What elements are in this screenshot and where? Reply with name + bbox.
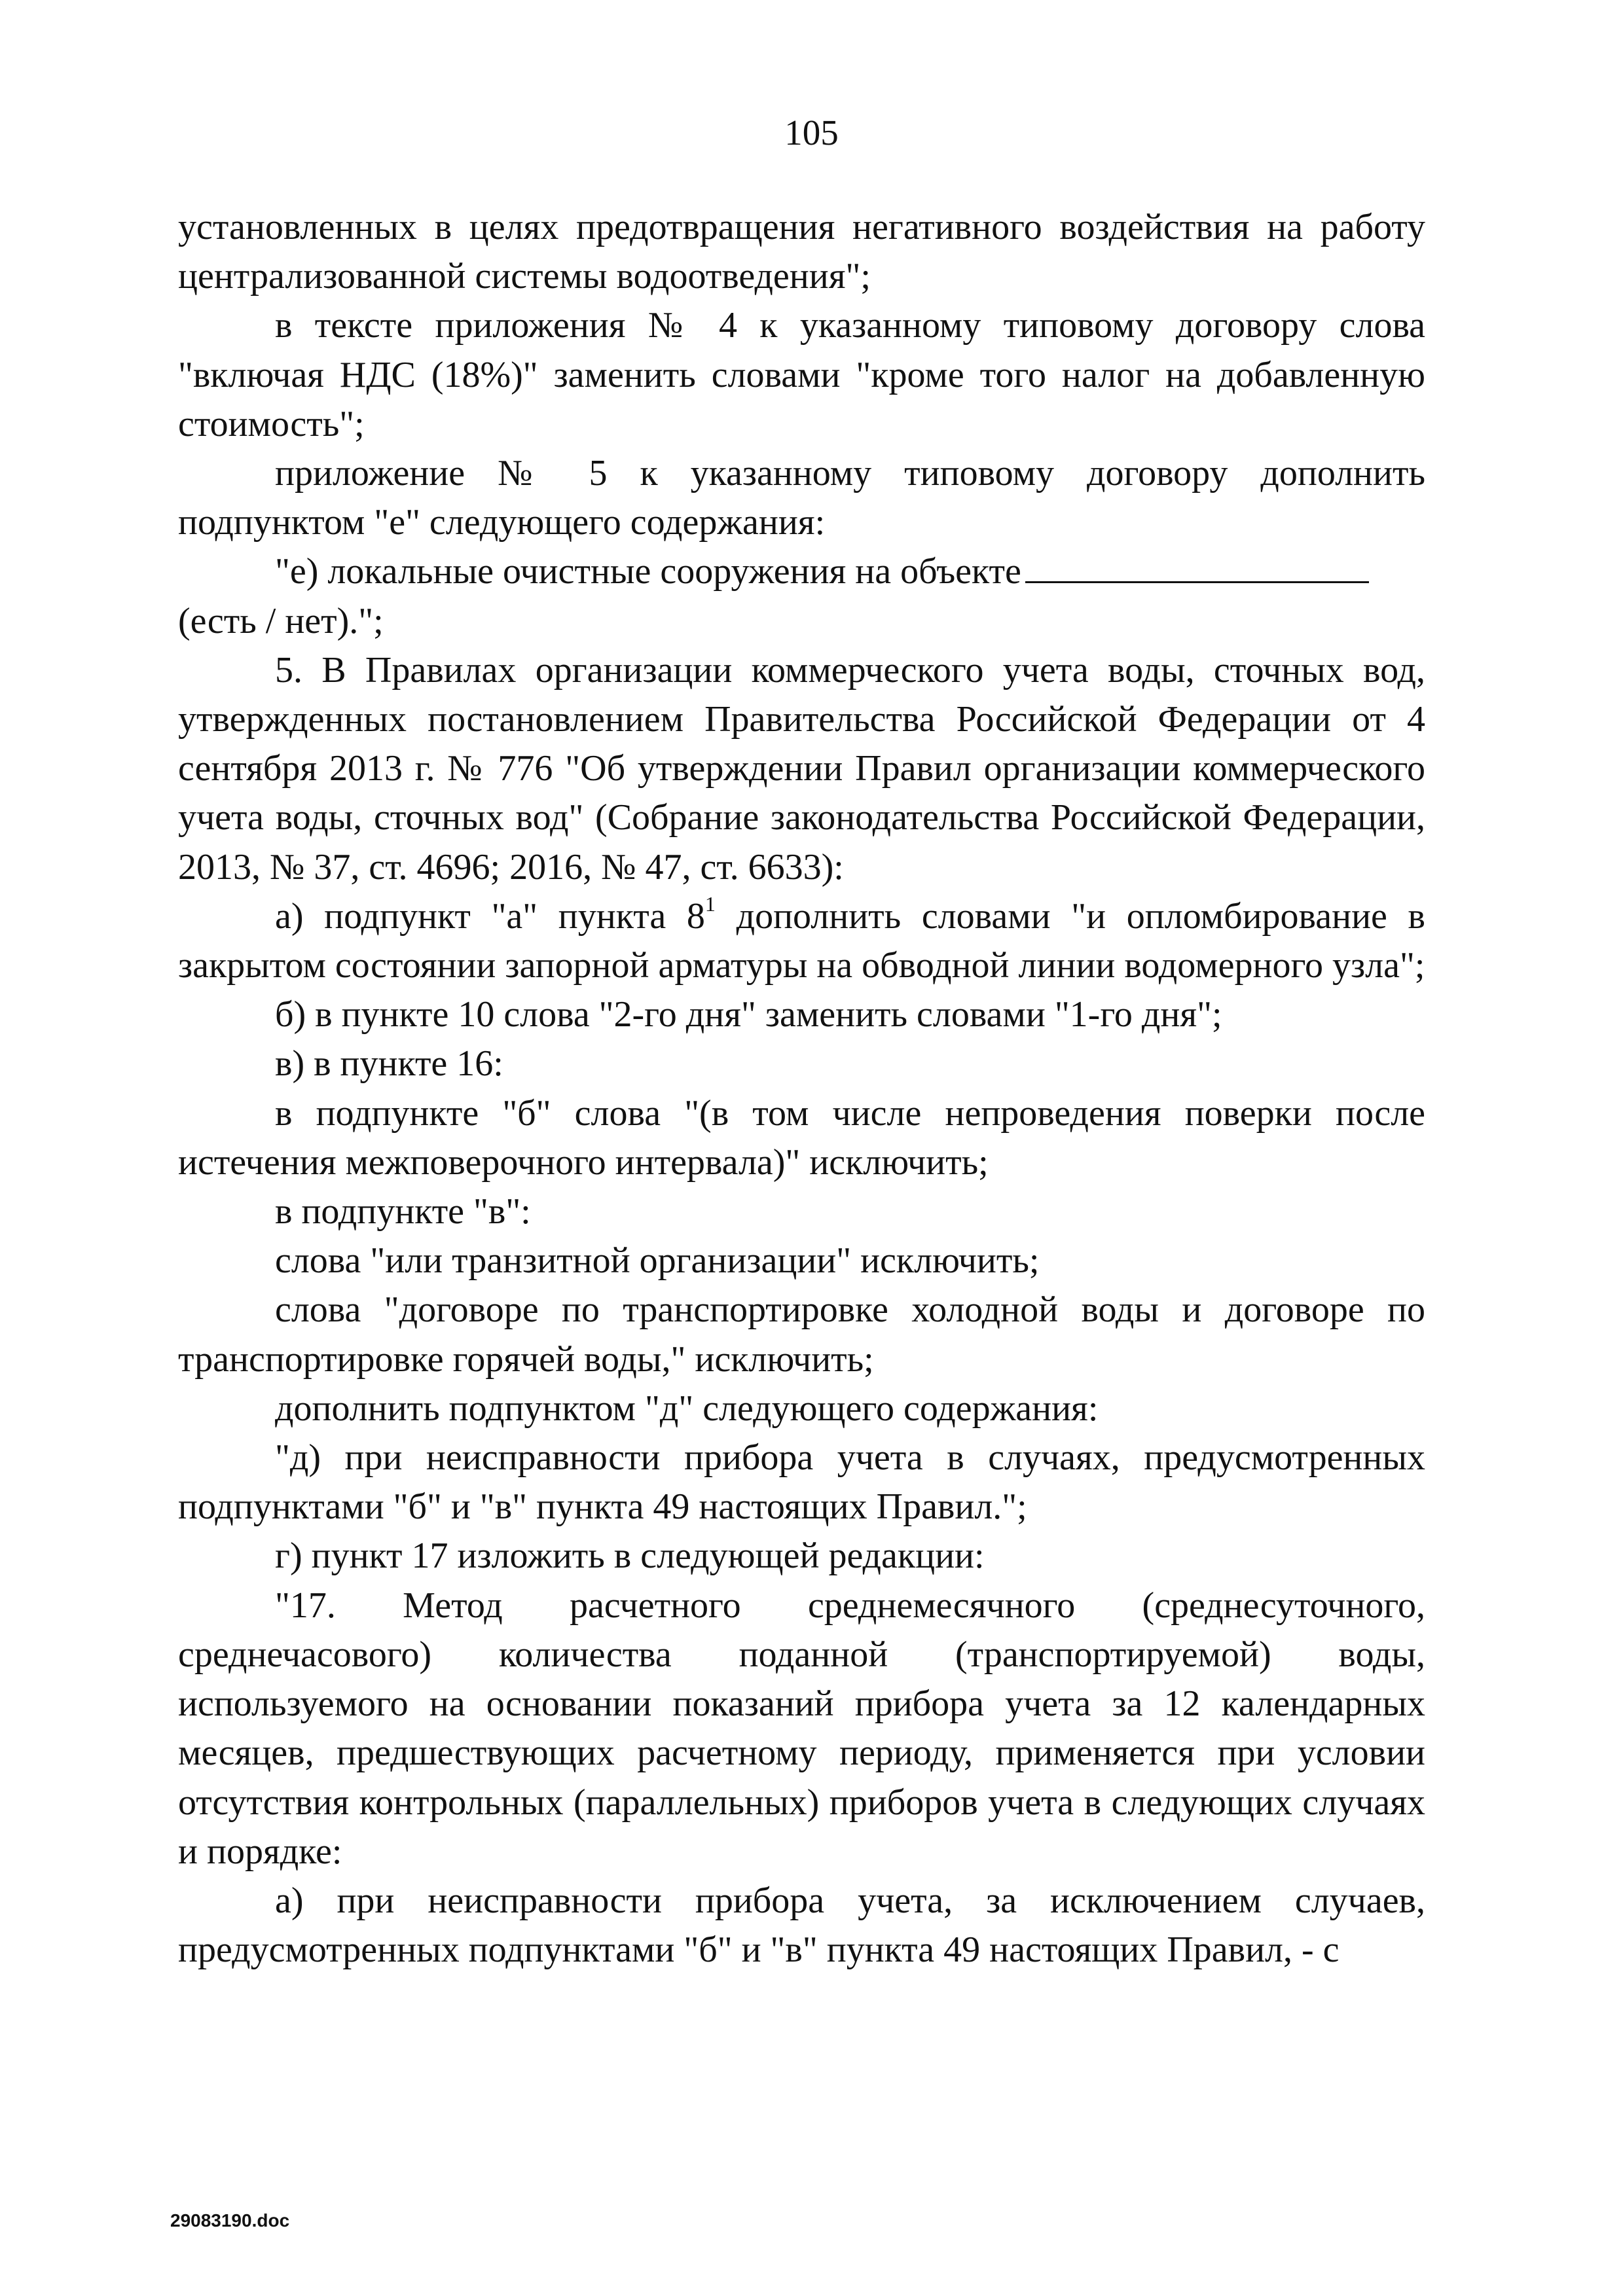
blank-field-label: "е) локальные очистные сооружения на объекте	[275, 551, 1021, 592]
paragraph-text: дополнить словами "и опломбирование в закрытом состоянии запорной арматуры на обводной линии водомерного узла";	[178, 895, 1425, 986]
paragraph: а) при неисправности прибора учета, за исключением случаев, предусмотренных подпунктами "б" и "в" пункта 49 настоящих Правил, - с	[178, 1880, 1425, 1971]
blank-fill-line	[1025, 547, 1369, 583]
paragraph: приложение № 5 к указанному типовому договору дополнить подпунктом "е" следующего содержания:	[178, 453, 1425, 543]
paragraph	[178, 892, 1425, 990]
footer-file-id: 29083190.doc	[170, 2210, 290, 2231]
paragraph: слова "или транзитной организации" исключить;	[275, 1240, 1040, 1282]
paragraph: "17. Метод расчетного среднемесячного (среднесуточного, среднечасового) количества поданной (транспортируемой) воды, используемого на основании показаний прибора учета за 12 календарных месяцев, предшествующих расчетному периоду, применяется при условии отсутствия контрольных (параллельных) приборов учета в следующих случаях и порядке:	[178, 1585, 1425, 1872]
paragraph-text: а) подпункт "а" пункта 8	[275, 895, 705, 937]
paragraph: в) в пункте 16:	[275, 1043, 503, 1085]
superscript: 1	[704, 891, 716, 916]
paragraph: (есть / нет).";	[178, 600, 384, 641]
paragraph: 5. В Правилах организации коммерческого учета воды, сточных вод, утвержденных постановлением Правительства Российской Федерации от 4 сентября 2013 г. № 776 "Об утверждении Правил организации коммерческого учета воды, сточных вод" (Собрание законодательства Российской Федерации, 2013, № 37, ст. 4696; 2016, № 47, ст. 6633):	[178, 649, 1425, 888]
paragraph-with-blank	[178, 547, 1425, 596]
paragraph: "д) при неисправности прибора учета в случаях, предусмотренных подпунктами "б" и "в" пункта 49 настоящих Правил.";	[178, 1437, 1425, 1528]
paragraph: слова "договоре по транспортировке холодной воды и договоре по транспортировке горячей воды," исключить;	[178, 1289, 1425, 1380]
paragraph: г) пункт 17 изложить в следующей редакции:	[275, 1535, 985, 1577]
document-body	[178, 203, 1425, 1975]
paragraph: в подпункте "в":	[275, 1191, 531, 1232]
paragraph: установленных в целях предотвращения негативного воздействия на работу централизованной системы водоотведения";	[178, 207, 1425, 297]
paragraph: дополнить подпунктом "д" следующего содержания:	[275, 1388, 1099, 1429]
paragraph: в тексте приложения № 4 к указанному типовому договору слова "включая НДС (18%)" заменить словами "кроме того налог на добавленную стоимость";	[178, 305, 1425, 444]
paragraph: в подпункте "б" слова "(в том числе непроведения поверки после истечения межповерочного интервала)" исключить;	[178, 1092, 1425, 1183]
paragraph: б) в пункте 10 слова "2-го дня" заменить словами "1-го дня";	[275, 994, 1222, 1035]
page-number: 105	[784, 113, 839, 152]
